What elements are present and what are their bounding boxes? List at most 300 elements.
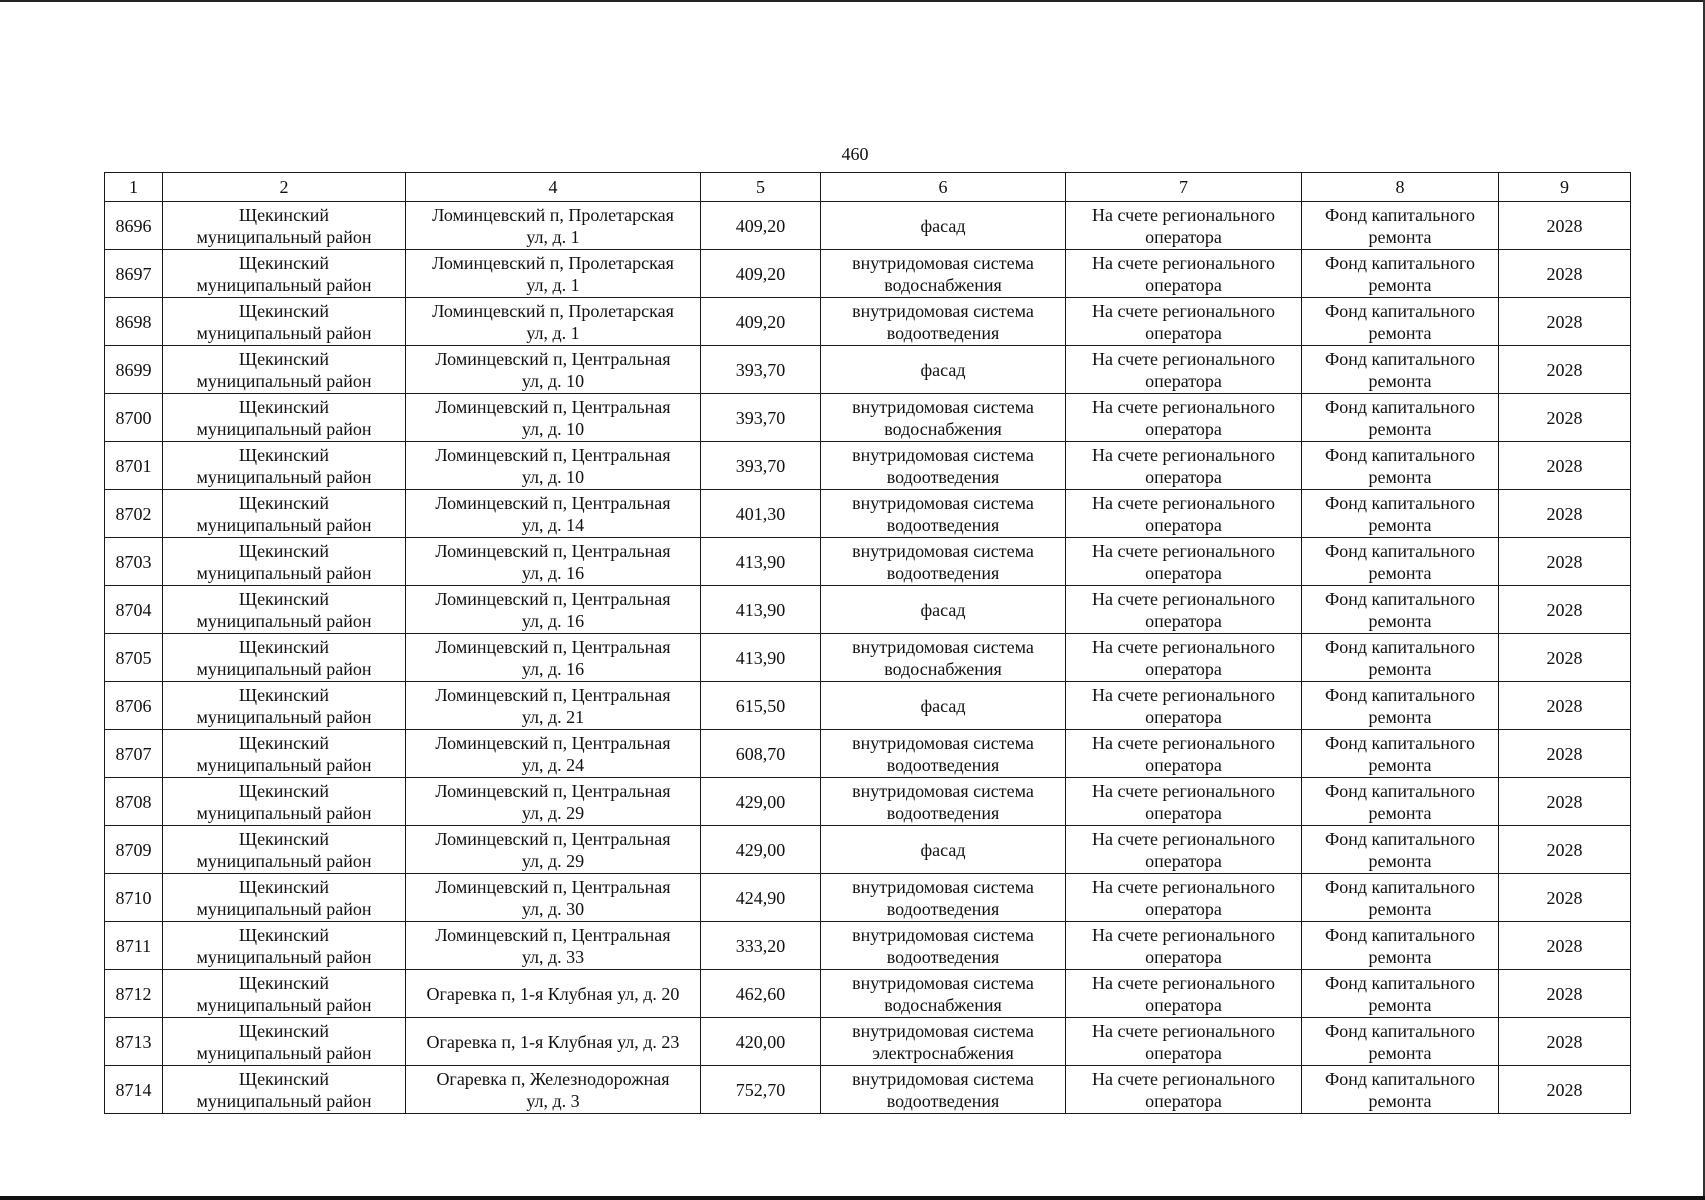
cell-district-line: Щекинский	[238, 972, 330, 993]
cell-work-type	[821, 826, 1066, 874]
cell-account-line: На счете регионального	[1091, 876, 1276, 897]
cell-funding-source-line: Фонд капитального	[1325, 492, 1475, 513]
cell-work-type	[821, 730, 1066, 778]
cell-funding-source	[1302, 922, 1499, 970]
cell-funding-source-line: Фонд капитального	[1325, 780, 1475, 801]
cell-funding-source-line: Фонд капитального	[1325, 252, 1475, 273]
cell-address-line: ул, д. 29	[521, 802, 585, 823]
cell-district-line: Щекинский	[238, 1020, 330, 1041]
cell-year: 2028	[1499, 874, 1631, 922]
table-row	[105, 586, 1631, 634]
cell-district	[163, 442, 406, 490]
cell-district	[163, 1018, 406, 1066]
cell-account	[1066, 586, 1302, 634]
cell-number: 8696	[105, 202, 163, 250]
cell-address	[406, 970, 701, 1018]
cell-work-type	[821, 538, 1066, 586]
cell-account-line: На счете регионального	[1091, 732, 1276, 753]
cell-address-line: ул, д. 1	[526, 226, 580, 247]
cell-district-line: Щекинский	[238, 780, 330, 801]
cell-account-line: оператора	[1145, 994, 1222, 1015]
cell-account-line: На счете регионального	[1091, 252, 1276, 273]
table-row	[105, 1018, 1631, 1066]
cell-account-line: На счете регионального	[1091, 1068, 1276, 1089]
cell-account-line: оператора	[1145, 850, 1222, 871]
cell-account-line: оператора	[1145, 226, 1222, 247]
cell-year: 2028	[1499, 298, 1631, 346]
cell-district-line: муниципальный район	[196, 994, 372, 1015]
cell-address	[406, 202, 701, 250]
cell-work-type	[821, 922, 1066, 970]
cell-area: 393,70	[701, 346, 821, 394]
cell-address-line: ул, д. 16	[521, 658, 585, 679]
cell-work-type-line: внутридомовая система	[852, 300, 1034, 321]
cell-account	[1066, 346, 1302, 394]
cell-district-line: Щекинский	[238, 636, 330, 657]
cell-district	[163, 202, 406, 250]
cell-address-line: Ломинцевский п, Центральная	[435, 540, 671, 561]
cell-work-type	[821, 778, 1066, 826]
cell-district-line: муниципальный район	[196, 898, 372, 919]
cell-work-type	[821, 1018, 1066, 1066]
cell-area: 462,60	[701, 970, 821, 1018]
cell-funding-source-line: Фонд капитального	[1325, 204, 1475, 225]
table-row	[105, 346, 1631, 394]
cell-funding-source-line: ремонта	[1368, 226, 1432, 247]
table-row	[105, 970, 1631, 1018]
cell-area: 333,20	[701, 922, 821, 970]
cell-year: 2028	[1499, 490, 1631, 538]
cell-number: 8712	[105, 970, 163, 1018]
cell-address-line: Ломинцевский п, Центральная	[435, 348, 671, 369]
cell-district-line: Щекинский	[238, 204, 330, 225]
cell-district	[163, 1066, 406, 1114]
cell-address	[406, 874, 701, 922]
cell-year: 2028	[1499, 970, 1631, 1018]
cell-work-type-line: фасад	[920, 599, 966, 620]
cell-work-type-line: водоснабжения	[884, 994, 1002, 1015]
cell-work-type-line: водоотведения	[886, 466, 1000, 487]
cell-area: 429,00	[701, 826, 821, 874]
cell-work-type-line: водоотведения	[886, 946, 1000, 967]
cell-funding-source-line: ремонта	[1368, 994, 1432, 1015]
table-row	[105, 778, 1631, 826]
cell-number: 8697	[105, 250, 163, 298]
cell-district-line: муниципальный район	[196, 514, 372, 535]
cell-address	[406, 634, 701, 682]
cell-funding-source	[1302, 346, 1499, 394]
cell-district-line: муниципальный район	[196, 226, 372, 247]
cell-funding-source-line: Фонд капитального	[1325, 924, 1475, 945]
cell-account-line: оператора	[1145, 658, 1222, 679]
cell-district-line: муниципальный район	[196, 274, 372, 295]
table-row	[105, 922, 1631, 970]
cell-address-line: Ломинцевский п, Центральная	[435, 444, 671, 465]
cell-account	[1066, 538, 1302, 586]
cell-funding-source-line: ремонта	[1368, 1090, 1432, 1111]
cell-district-line: Щекинский	[238, 396, 330, 417]
cell-account-line: оператора	[1145, 514, 1222, 535]
cell-funding-source	[1302, 826, 1499, 874]
cell-number: 8698	[105, 298, 163, 346]
cell-account	[1066, 922, 1302, 970]
scan-border-bottom	[0, 1196, 1705, 1200]
cell-number: 8704	[105, 586, 163, 634]
cell-area: 393,70	[701, 442, 821, 490]
cell-address-line: ул, д. 10	[521, 466, 585, 487]
cell-funding-source	[1302, 634, 1499, 682]
cell-work-type-line: водоснабжения	[884, 658, 1002, 679]
cell-work-type-line: внутридомовая система	[852, 492, 1034, 513]
cell-address-line: Огаревка п, Железнодорожная	[436, 1068, 670, 1089]
cell-number: 8701	[105, 442, 163, 490]
cell-address	[406, 298, 701, 346]
cell-work-type	[821, 298, 1066, 346]
cell-account-line: оператора	[1145, 418, 1222, 439]
cell-funding-source-line: ремонта	[1368, 466, 1432, 487]
cell-district-line: муниципальный район	[196, 946, 372, 967]
cell-account-line: На счете регионального	[1091, 588, 1276, 609]
table-row	[105, 826, 1631, 874]
cell-district-line: муниципальный район	[196, 1042, 372, 1063]
cell-district	[163, 634, 406, 682]
cell-district-line: муниципальный район	[196, 562, 372, 583]
cell-account-line: На счете регионального	[1091, 1020, 1276, 1041]
header-row	[105, 173, 1631, 202]
column-header: 7	[1066, 173, 1302, 202]
cell-account	[1066, 730, 1302, 778]
cell-funding-source-line: Фонд капитального	[1325, 348, 1475, 369]
cell-account	[1066, 1018, 1302, 1066]
cell-account-line: На счете регионального	[1091, 396, 1276, 417]
cell-address-line: Ломинцевский п, Центральная	[435, 732, 671, 753]
cell-work-type	[821, 634, 1066, 682]
cell-work-type-line: водоотведения	[886, 1090, 1000, 1111]
cell-funding-source-line: Фонд капитального	[1325, 1068, 1475, 1089]
cell-address-line: Ломинцевский п, Пролетарская	[432, 252, 674, 273]
cell-account-line: оператора	[1145, 802, 1222, 823]
table-row	[105, 874, 1631, 922]
cell-account-line: оператора	[1145, 754, 1222, 775]
cell-address-line: Ломинцевский п, Пролетарская	[432, 204, 674, 225]
cell-district	[163, 922, 406, 970]
cell-address-line: ул, д. 1	[526, 322, 580, 343]
cell-year: 2028	[1499, 682, 1631, 730]
table-row	[105, 730, 1631, 778]
cell-year: 2028	[1499, 250, 1631, 298]
cell-account	[1066, 250, 1302, 298]
cell-account-line: оператора	[1145, 898, 1222, 919]
column-header: 9	[1499, 173, 1631, 202]
cell-funding-source	[1302, 586, 1499, 634]
cell-funding-source-line: ремонта	[1368, 754, 1432, 775]
cell-work-type	[821, 682, 1066, 730]
cell-year: 2028	[1499, 346, 1631, 394]
cell-address	[406, 394, 701, 442]
cell-district-line: муниципальный район	[196, 754, 372, 775]
cell-account-line: оператора	[1145, 946, 1222, 967]
column-header: 5	[701, 173, 821, 202]
cell-year: 2028	[1499, 922, 1631, 970]
cell-district-line: муниципальный район	[196, 802, 372, 823]
cell-work-type-line: внутридомовая система	[852, 444, 1034, 465]
cell-account	[1066, 442, 1302, 490]
cell-address	[406, 826, 701, 874]
cell-address-line: Ломинцевский п, Центральная	[435, 396, 671, 417]
cell-address-line: Ломинцевский п, Центральная	[435, 876, 671, 897]
cell-work-type	[821, 1066, 1066, 1114]
cell-address	[406, 682, 701, 730]
cell-funding-source-line: ремонта	[1368, 850, 1432, 871]
cell-work-type	[821, 250, 1066, 298]
cell-address-line: ул, д. 14	[521, 514, 585, 535]
repair-schedule-table	[104, 172, 1631, 1114]
cell-work-type-line: водоотведения	[886, 322, 1000, 343]
cell-account	[1066, 874, 1302, 922]
cell-funding-source-line: Фонд капитального	[1325, 588, 1475, 609]
cell-district	[163, 346, 406, 394]
cell-number: 8703	[105, 538, 163, 586]
cell-area: 420,00	[701, 1018, 821, 1066]
cell-account-line: оператора	[1145, 274, 1222, 295]
cell-address-line: Ломинцевский п, Центральная	[435, 588, 671, 609]
table-row	[105, 250, 1631, 298]
cell-area: 409,20	[701, 250, 821, 298]
cell-work-type-line: водоотведения	[886, 562, 1000, 583]
cell-funding-source-line: ремонта	[1368, 898, 1432, 919]
cell-funding-source	[1302, 250, 1499, 298]
cell-work-type-line: фасад	[920, 695, 966, 716]
cell-account	[1066, 490, 1302, 538]
cell-work-type-line: внутридомовая система	[852, 252, 1034, 273]
cell-district	[163, 394, 406, 442]
cell-funding-source	[1302, 778, 1499, 826]
cell-address-line: ул, д. 30	[521, 898, 585, 919]
cell-address-line: Ломинцевский п, Центральная	[435, 684, 671, 705]
cell-address	[406, 442, 701, 490]
cell-account	[1066, 202, 1302, 250]
cell-account-line: На счете регионального	[1091, 972, 1276, 993]
cell-account-line: На счете регионального	[1091, 348, 1276, 369]
cell-work-type-line: водоотведения	[886, 754, 1000, 775]
cell-account	[1066, 682, 1302, 730]
cell-funding-source	[1302, 298, 1499, 346]
cell-funding-source-line: Фонд капитального	[1325, 540, 1475, 561]
cell-work-type-line: водоснабжения	[884, 418, 1002, 439]
cell-district-line: муниципальный район	[196, 418, 372, 439]
cell-work-type-line: водоотведения	[886, 898, 1000, 919]
cell-district-line: Щекинский	[238, 540, 330, 561]
cell-funding-source	[1302, 490, 1499, 538]
cell-address-line: ул, д. 16	[521, 562, 585, 583]
cell-area: 424,90	[701, 874, 821, 922]
cell-funding-source-line: ремонта	[1368, 370, 1432, 391]
cell-work-type-line: водоотведения	[886, 802, 1000, 823]
cell-funding-source-line: Фонд капитального	[1325, 876, 1475, 897]
cell-funding-source-line: ремонта	[1368, 802, 1432, 823]
cell-area: 752,70	[701, 1066, 821, 1114]
cell-account-line: На счете регионального	[1091, 684, 1276, 705]
cell-address	[406, 1018, 701, 1066]
cell-work-type	[821, 874, 1066, 922]
cell-district-line: муниципальный район	[196, 370, 372, 391]
cell-work-type-line: внутридомовая система	[852, 396, 1034, 417]
cell-district	[163, 298, 406, 346]
cell-account	[1066, 970, 1302, 1018]
cell-number: 8706	[105, 682, 163, 730]
cell-account	[1066, 1066, 1302, 1114]
cell-address-line: ул, д. 24	[521, 754, 585, 775]
cell-work-type-line: водоотведения	[886, 514, 1000, 535]
cell-year: 2028	[1499, 202, 1631, 250]
cell-district-line: Щекинский	[238, 732, 330, 753]
cell-district	[163, 490, 406, 538]
cell-number: 8710	[105, 874, 163, 922]
cell-year: 2028	[1499, 538, 1631, 586]
cell-number: 8708	[105, 778, 163, 826]
cell-district-line: Щекинский	[238, 444, 330, 465]
cell-funding-source-line: ремонта	[1368, 418, 1432, 439]
cell-work-type-line: внутридомовая система	[852, 636, 1034, 657]
cell-address	[406, 778, 701, 826]
cell-district-line: Щекинский	[238, 492, 330, 513]
cell-year: 2028	[1499, 586, 1631, 634]
cell-district	[163, 826, 406, 874]
cell-work-type-line: внутридомовая система	[852, 1020, 1034, 1041]
cell-district-line: муниципальный район	[196, 466, 372, 487]
cell-address-line: ул, д. 33	[521, 946, 585, 967]
cell-year: 2028	[1499, 1066, 1631, 1114]
cell-work-type-line: электроснабжения	[872, 1042, 1014, 1063]
cell-work-type	[821, 346, 1066, 394]
cell-district-line: Щекинский	[238, 924, 330, 945]
cell-work-type-line: внутридомовая система	[852, 924, 1034, 945]
cell-funding-source	[1302, 442, 1499, 490]
cell-funding-source-line: Фонд капитального	[1325, 636, 1475, 657]
cell-address-line: Огаревка п, 1-я Клубная ул, д. 23	[426, 1031, 680, 1052]
cell-funding-source-line: ремонта	[1368, 274, 1432, 295]
cell-account-line: оператора	[1145, 466, 1222, 487]
scan-border-top	[0, 0, 1705, 2]
cell-funding-source-line: Фонд капитального	[1325, 972, 1475, 993]
cell-account-line: На счете регионального	[1091, 780, 1276, 801]
cell-address	[406, 250, 701, 298]
cell-area: 608,70	[701, 730, 821, 778]
cell-area: 413,90	[701, 538, 821, 586]
cell-address-line: ул, д. 1	[526, 274, 580, 295]
cell-number: 8714	[105, 1066, 163, 1114]
table-row	[105, 298, 1631, 346]
cell-address-line: Ломинцевский п, Центральная	[435, 492, 671, 513]
cell-account-line: На счете регионального	[1091, 204, 1276, 225]
cell-district-line: муниципальный район	[196, 706, 372, 727]
cell-funding-source	[1302, 1066, 1499, 1114]
cell-year: 2028	[1499, 730, 1631, 778]
cell-number: 8699	[105, 346, 163, 394]
cell-work-type	[821, 490, 1066, 538]
table-row	[105, 490, 1631, 538]
cell-area: 409,20	[701, 202, 821, 250]
cell-address	[406, 730, 701, 778]
cell-address	[406, 922, 701, 970]
cell-funding-source	[1302, 202, 1499, 250]
table-row	[105, 682, 1631, 730]
cell-account-line: На счете регионального	[1091, 828, 1276, 849]
cell-district-line: Щекинский	[238, 1068, 330, 1089]
cell-address-line: ул, д. 10	[521, 418, 585, 439]
cell-district-line: Щекинский	[238, 684, 330, 705]
cell-work-type-line: внутридомовая система	[852, 732, 1034, 753]
cell-funding-source-line: Фонд капитального	[1325, 444, 1475, 465]
cell-district-line: муниципальный район	[196, 1090, 372, 1111]
table-body	[105, 173, 1631, 1114]
cell-district-line: Щекинский	[238, 252, 330, 273]
cell-number: 8700	[105, 394, 163, 442]
table-row	[105, 202, 1631, 250]
cell-work-type-line: фасад	[920, 359, 966, 380]
cell-work-type-line: внутридомовая система	[852, 780, 1034, 801]
cell-area: 413,90	[701, 634, 821, 682]
cell-work-type	[821, 442, 1066, 490]
cell-district	[163, 250, 406, 298]
cell-district-line: муниципальный район	[196, 610, 372, 631]
cell-account-line: На счете регионального	[1091, 492, 1276, 513]
cell-district-line: Щекинский	[238, 348, 330, 369]
cell-funding-source-line: ремонта	[1368, 658, 1432, 679]
cell-work-type-line: внутридомовая система	[852, 1068, 1034, 1089]
cell-address-line: ул, д. 21	[521, 706, 585, 727]
cell-area: 393,70	[701, 394, 821, 442]
cell-address	[406, 490, 701, 538]
cell-funding-source-line: Фонд капитального	[1325, 396, 1475, 417]
cell-account	[1066, 778, 1302, 826]
cell-funding-source-line: Фонд капитального	[1325, 300, 1475, 321]
cell-address-line: Ломинцевский п, Центральная	[435, 828, 671, 849]
cell-funding-source-line: ремонта	[1368, 1042, 1432, 1063]
cell-work-type	[821, 586, 1066, 634]
cell-funding-source-line: Фонд капитального	[1325, 828, 1475, 849]
cell-year: 2028	[1499, 826, 1631, 874]
cell-district-line: Щекинский	[238, 588, 330, 609]
cell-account	[1066, 394, 1302, 442]
cell-work-type-line: фасад	[920, 839, 966, 860]
cell-account-line: На счете регионального	[1091, 924, 1276, 945]
cell-district	[163, 538, 406, 586]
column-header: 2	[163, 173, 406, 202]
cell-account-line: оператора	[1145, 706, 1222, 727]
cell-funding-source	[1302, 730, 1499, 778]
cell-funding-source	[1302, 394, 1499, 442]
cell-year: 2028	[1499, 778, 1631, 826]
cell-district-line: Щекинский	[238, 876, 330, 897]
cell-funding-source	[1302, 538, 1499, 586]
cell-account-line: На счете регионального	[1091, 300, 1276, 321]
cell-funding-source-line: Фонд капитального	[1325, 1020, 1475, 1041]
cell-account	[1066, 298, 1302, 346]
cell-work-type-line: водоснабжения	[884, 274, 1002, 295]
cell-address	[406, 346, 701, 394]
cell-district-line: муниципальный район	[196, 322, 372, 343]
cell-work-type	[821, 970, 1066, 1018]
cell-area: 401,30	[701, 490, 821, 538]
cell-number: 8711	[105, 922, 163, 970]
table-row	[105, 442, 1631, 490]
cell-year: 2028	[1499, 1018, 1631, 1066]
cell-address-line: ул, д. 29	[521, 850, 585, 871]
cell-funding-source-line: ремонта	[1368, 610, 1432, 631]
cell-district	[163, 874, 406, 922]
cell-account-line: оператора	[1145, 370, 1222, 391]
